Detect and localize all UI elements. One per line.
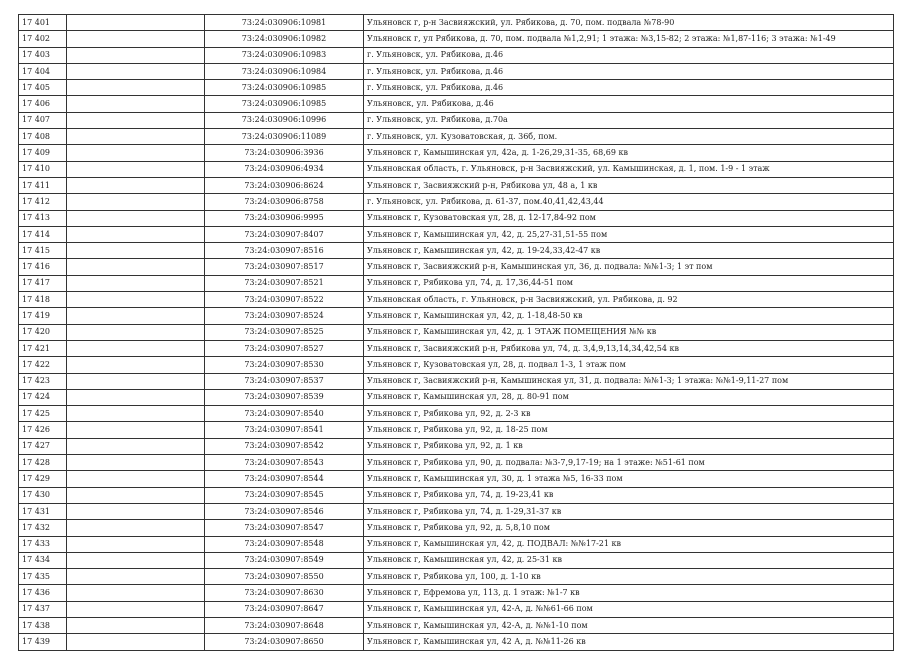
empty-cell [67,487,205,503]
address-cell: Ульяновск г, Рябикова ул, 74, д. 19-23,41 кв [364,487,894,503]
address-cell: Ульяновск г, Рябикова ул, 74, д. 1-29,31-37 кв [364,503,894,519]
address-cell: Ульяновск г, Рябикова ул, 90, д. подвала: №3-7,9,17-19; на 1 этаже: №51-61 пом [364,455,894,471]
address-cell: Ульяновск г, Камышинская ул, 42, д. 25,27-31,51-55 пом [364,226,894,242]
empty-cell [67,129,205,145]
cadastral-number-cell: 73:24:030906:10983 [205,47,364,63]
table-row [19,406,894,422]
address-cell: Ульяновская область, г. Ульяновск, р-н Засвияжский, ул. Камышинская, д. 1, пом. 1-9 - 1 этаж [364,161,894,177]
address-cell: Ульяновск г, р-н Засвияжский, ул. Рябикова, д. 70, пом. подвала №78-90 [364,15,894,31]
cadastral-number-cell: 73:24:030906:11089 [205,129,364,145]
address-cell: Ульяновск г, Засвияжский р-н, Камышинская ул, 36, д. подвала: №№1-3; 1 эт пом [364,259,894,275]
cadastral-number-cell: 73:24:030907:8521 [205,275,364,291]
cadastral-number-cell: 73:24:030907:8517 [205,259,364,275]
address-cell: Ульяновск г, Камышинская ул, 28, д. 80-91 пом [364,389,894,405]
address-cell: г. Ульяновск, ул. Рябикова, д. 61-37, пом.40,41,42,43,44 [364,194,894,210]
row-number-cell: 17 439 [19,634,67,650]
row-number-cell: 17 421 [19,340,67,356]
cadastral-number-cell: 73:24:030907:8545 [205,487,364,503]
cadastral-number-cell: 73:24:030907:8544 [205,471,364,487]
row-number-cell: 17 424 [19,389,67,405]
row-number-cell: 17 431 [19,503,67,519]
cadastral-number-cell: 73:24:030907:8407 [205,226,364,242]
cadastral-number-cell: 73:24:030906:10984 [205,63,364,79]
cadastral-number-cell: 73:24:030906:10996 [205,112,364,128]
empty-cell [67,585,205,601]
table-row [19,389,894,405]
cadastral-number-cell: 73:24:030907:8516 [205,243,364,259]
empty-cell [67,145,205,161]
empty-cell [67,520,205,536]
table-row [19,634,894,650]
row-number-cell: 17 427 [19,438,67,454]
row-number-cell: 17 406 [19,96,67,112]
address-cell: Ульяновск г, Рябикова ул, 92, д. 5,8,10 пом [364,520,894,536]
table-row [19,487,894,503]
row-number-cell: 17 428 [19,455,67,471]
row-number-cell: 17 425 [19,406,67,422]
cadastral-registry-table [18,14,894,651]
empty-cell [67,503,205,519]
empty-cell [67,63,205,79]
empty-cell [67,308,205,324]
cadastral-number-cell: 73:24:030907:8542 [205,438,364,454]
table-row [19,503,894,519]
cadastral-number-cell: 73:24:030906:9995 [205,210,364,226]
row-number-cell: 17 413 [19,210,67,226]
table-row [19,520,894,536]
empty-cell [67,194,205,210]
cadastral-number-cell: 73:24:030907:8539 [205,389,364,405]
table-row [19,422,894,438]
empty-cell [67,210,205,226]
empty-cell [67,31,205,47]
address-cell: Ульяновск г, Камышинская ул, 42 А, д. №№11-26 кв [364,634,894,650]
table-row [19,601,894,617]
table-row [19,112,894,128]
cadastral-number-cell: 73:24:030906:10985 [205,80,364,96]
row-number-cell: 17 437 [19,601,67,617]
empty-cell [67,243,205,259]
address-cell: г. Ульяновск, ул. Рябикова, д.46 [364,63,894,79]
table-row [19,96,894,112]
row-number-cell: 17 434 [19,552,67,568]
empty-cell [67,112,205,128]
address-cell: Ульяновск г, Камышинская ул, 42, д. 1-18,48-50 кв [364,308,894,324]
empty-cell [67,161,205,177]
table-row [19,226,894,242]
row-number-cell: 17 435 [19,569,67,585]
row-number-cell: 17 426 [19,422,67,438]
cadastral-number-cell: 73:24:030907:8546 [205,503,364,519]
empty-cell [67,471,205,487]
address-cell: Ульяновск г, Камышинская ул, 42, д. 1 ЭТАЖ ПОМЕЩЕНИЯ №№ кв [364,324,894,340]
table-row [19,161,894,177]
empty-cell [67,357,205,373]
address-cell: г. Ульяновск, ул. Рябикова, д.70а [364,112,894,128]
empty-cell [67,422,205,438]
address-cell: Ульяновск г, Рябикова ул, 92, д. 18-25 пом [364,422,894,438]
table-row [19,357,894,373]
empty-cell [67,569,205,585]
address-cell: Ульяновск г, Камышинская ул, 42, д. ПОДВАЛ: №№17-21 кв [364,536,894,552]
empty-cell [67,292,205,308]
address-cell: г. Ульяновск, ул. Рябикова, д.46 [364,80,894,96]
empty-cell [67,373,205,389]
row-number-cell: 17 418 [19,292,67,308]
cadastral-number-cell: 73:24:030907:8541 [205,422,364,438]
table-row [19,471,894,487]
address-cell: г. Ульяновск, ул. Кузоватовская, д. 36б, пом. [364,129,894,145]
table-row [19,455,894,471]
table-row [19,177,894,193]
table-row [19,145,894,161]
cadastral-number-cell: 73:24:030907:8527 [205,340,364,356]
table-row [19,275,894,291]
row-number-cell: 17 430 [19,487,67,503]
cadastral-number-cell: 73:24:030907:8530 [205,357,364,373]
cadastral-number-cell: 73:24:030907:8522 [205,292,364,308]
row-number-cell: 17 403 [19,47,67,63]
address-cell: Ульяновск г, Кузоватовская ул, 28, д. подвал 1-3, 1 этаж пом [364,357,894,373]
cadastral-number-cell: 73:24:030907:8540 [205,406,364,422]
row-number-cell: 17 412 [19,194,67,210]
row-number-cell: 17 433 [19,536,67,552]
address-cell: Ульяновск г, Засвияжский р-н, Рябикова ул, 74, д. 3,4,9,13,14,34,42,54 кв [364,340,894,356]
empty-cell [67,275,205,291]
row-number-cell: 17 422 [19,357,67,373]
row-number-cell: 17 402 [19,31,67,47]
row-number-cell: 17 420 [19,324,67,340]
table-row [19,536,894,552]
table-row [19,31,894,47]
address-cell: г. Ульяновск, ул. Рябикова, д.46 [364,47,894,63]
cadastral-number-cell: 73:24:030907:8524 [205,308,364,324]
table-row [19,569,894,585]
cadastral-number-cell: 73:24:030906:3936 [205,145,364,161]
table-row [19,15,894,31]
row-number-cell: 17 409 [19,145,67,161]
address-cell: Ульяновск г, Камышинская ул, 30, д. 1 этажа №5, 16-33 пом [364,471,894,487]
row-number-cell: 17 416 [19,259,67,275]
empty-cell [67,177,205,193]
table-row [19,259,894,275]
row-number-cell: 17 401 [19,15,67,31]
table-row [19,80,894,96]
address-cell: Ульяновск г, ул Рябикова, д. 70, пом. подвала №1,2,91; 1 этажа: №3,15-82; 2 этажа: №1,87-116; 3 этажа: №1-49 [364,31,894,47]
empty-cell [67,617,205,633]
row-number-cell: 17 429 [19,471,67,487]
address-cell: Ульяновск, ул. Рябикова, д.46 [364,96,894,112]
address-cell: Ульяновск г, Камышинская ул, 42, д. 25-31 кв [364,552,894,568]
row-number-cell: 17 411 [19,177,67,193]
row-number-cell: 17 423 [19,373,67,389]
cadastral-number-cell: 73:24:030907:8548 [205,536,364,552]
address-cell: Ульяновск г, Ефремова ул, 113, д. 1 этаж: №1-7 кв [364,585,894,601]
address-cell: Ульяновск г, Рябикова ул, 74, д. 17,36,44-51 пом [364,275,894,291]
table-row [19,194,894,210]
cadastral-number-cell: 73:24:030907:8549 [205,552,364,568]
row-number-cell: 17 419 [19,308,67,324]
empty-cell [67,340,205,356]
row-number-cell: 17 414 [19,226,67,242]
empty-cell [67,536,205,552]
table-row [19,129,894,145]
row-number-cell: 17 405 [19,80,67,96]
address-cell: Ульяновск г, Камышинская ул, 42а, д. 1-26,29,31-35, 68,69 кв [364,145,894,161]
table-row [19,63,894,79]
table-row [19,438,894,454]
empty-cell [67,601,205,617]
empty-cell [67,47,205,63]
address-cell: Ульяновск г, Рябикова ул, 92, д. 2-3 кв [364,406,894,422]
cadastral-number-cell: 73:24:030906:10981 [205,15,364,31]
cadastral-number-cell: 73:24:030906:10985 [205,96,364,112]
cadastral-number-cell: 73:24:030907:8630 [205,585,364,601]
empty-cell [67,455,205,471]
table-row [19,324,894,340]
cadastral-number-cell: 73:24:030906:10982 [205,31,364,47]
table-row [19,552,894,568]
table-row [19,373,894,389]
row-number-cell: 17 408 [19,129,67,145]
address-cell: Ульяновск г, Камышинская ул, 42, д. 19-24,33,42-47 кв [364,243,894,259]
row-number-cell: 17 407 [19,112,67,128]
registry-table-body [19,15,894,651]
address-cell: Ульяновск г, Рябикова ул, 100, д. 1-10 кв [364,569,894,585]
cadastral-number-cell: 73:24:030906:8758 [205,194,364,210]
cadastral-number-cell: 73:24:030907:8550 [205,569,364,585]
address-cell: Ульяновск г, Камышинская ул, 42-А, д. №№61-66 пом [364,601,894,617]
row-number-cell: 17 436 [19,585,67,601]
cadastral-number-cell: 73:24:030907:8525 [205,324,364,340]
empty-cell [67,80,205,96]
empty-cell [67,226,205,242]
table-row [19,243,894,259]
row-number-cell: 17 417 [19,275,67,291]
empty-cell [67,259,205,275]
table-row [19,340,894,356]
row-number-cell: 17 415 [19,243,67,259]
empty-cell [67,15,205,31]
cadastral-number-cell: 73:24:030907:8543 [205,455,364,471]
row-number-cell: 17 432 [19,520,67,536]
row-number-cell: 17 404 [19,63,67,79]
address-cell: Ульяновск г, Кузоватовская ул, 28, д. 12-17,84-92 пом [364,210,894,226]
cadastral-number-cell: 73:24:030907:8648 [205,617,364,633]
table-row [19,585,894,601]
empty-cell [67,96,205,112]
address-cell: Ульяновск г, Камышинская ул, 42-А, д. №№1-10 пом [364,617,894,633]
table-row [19,617,894,633]
address-cell: Ульяновск г, Рябикова ул, 92, д. 1 кв [364,438,894,454]
cadastral-number-cell: 73:24:030906:4934 [205,161,364,177]
empty-cell [67,389,205,405]
empty-cell [67,406,205,422]
row-number-cell: 17 410 [19,161,67,177]
table-row [19,308,894,324]
address-cell: Ульяновская область, г. Ульяновск, р-н Засвияжский, ул. Рябикова, д. 92 [364,292,894,308]
empty-cell [67,552,205,568]
cadastral-number-cell: 73:24:030907:8647 [205,601,364,617]
cadastral-number-cell: 73:24:030907:8537 [205,373,364,389]
cadastral-number-cell: 73:24:030907:8650 [205,634,364,650]
table-row [19,210,894,226]
table-row [19,47,894,63]
address-cell: Ульяновск г, Засвияжский р-н, Рябикова ул, 48 а, 1 кв [364,177,894,193]
empty-cell [67,634,205,650]
cadastral-number-cell: 73:24:030907:8547 [205,520,364,536]
empty-cell [67,324,205,340]
address-cell: Ульяновск г, Засвияжский р-н, Камышинская ул, 31, д. подвала: №№1-3; 1 этажа: №№1-9,11-27 пом [364,373,894,389]
cadastral-number-cell: 73:24:030906:8624 [205,177,364,193]
table-row [19,292,894,308]
row-number-cell: 17 438 [19,617,67,633]
empty-cell [67,438,205,454]
